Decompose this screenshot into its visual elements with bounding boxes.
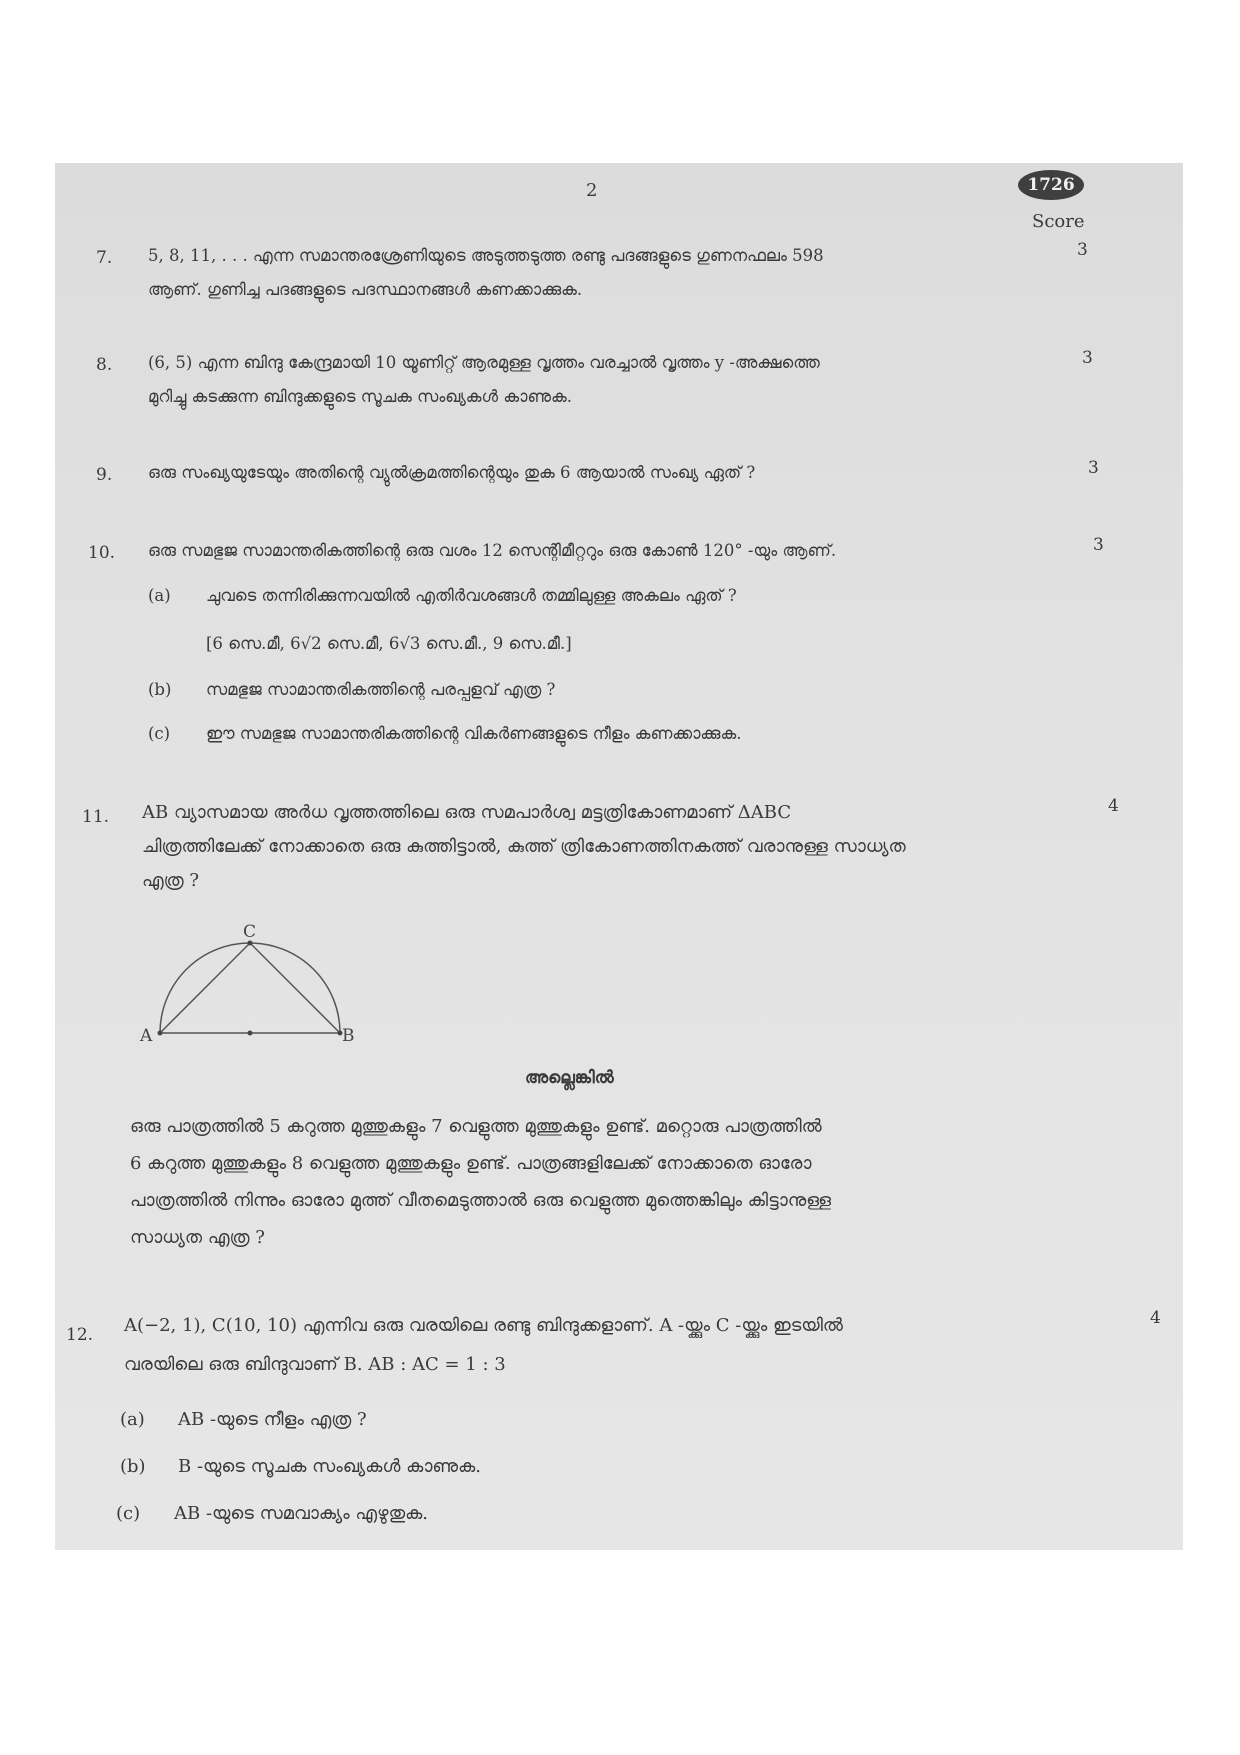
question-11-line-2: ചിത്രത്തിലേക്ക് നോക്കാതെ ഒരു കുത്തിട്ടാൽ, കുത്ത് ത്രികോണത്തിനകത്ത് വരാനുള്ള സാധ്യത <box>142 836 906 857</box>
label-b: B <box>342 1026 355 1046</box>
part-label: (c) <box>116 1503 141 1524</box>
side-ac <box>160 943 250 1033</box>
question-10-score: 3 <box>1093 535 1104 555</box>
question-10-part-c <box>148 722 741 746</box>
question-10-options: [6 സെ.മീ, 6√2 സെ.മീ, 6√3 സെ.മീ., 9 സെ.മീ.] <box>206 634 572 653</box>
question-10-text <box>148 534 1048 568</box>
question-7-line-2: ആണ്. ഗുണിച്ച പദങ്ങളുടെ പദസ്ഥാനങ്ങൾ കണക്കാക്കുക. <box>148 280 583 299</box>
question-11-score: 4 <box>1108 796 1119 816</box>
question-number-8: 8. <box>96 355 113 375</box>
question-number-11: 11. <box>82 807 110 827</box>
question-11-alternative <box>130 1108 1090 1256</box>
semicircle-arc <box>160 943 340 1033</box>
question-11-line-3: എത്ര ? <box>142 870 200 891</box>
score-heading: Score <box>1032 211 1085 232</box>
part-label: (c) <box>148 724 171 743</box>
question-7-line-1: 5, 8, 11, . . . എന്ന സമാന്തരശ്രേണിയുടെ അടുത്തടുത്ത രണ്ടു പദങ്ങളുടെ ഗുണനഫലം 598 <box>148 246 824 265</box>
part-a-text: ചുവടെ തന്നിരിക്കുന്നവയിൽ എതിർവശങ്ങൾ തമ്മിലുള്ള അകലം ഏത് ? <box>206 586 737 605</box>
part-label: (a) <box>148 586 171 605</box>
point-a <box>158 1031 163 1036</box>
question-12-part-a <box>120 1403 367 1437</box>
question-12-score: 4 <box>1150 1308 1161 1328</box>
question-number-9: 9. <box>96 465 113 485</box>
question-10-line-1: ഒരു സമഭുജ സാമാന്തരികത്തിന്റെ ഒരു വശം 12 സെന്റിമീറ്ററും ഒരു കോൺ 120° -യും ആണ്. <box>148 541 837 560</box>
question-11-text <box>142 796 1072 898</box>
label-c: C <box>243 922 257 942</box>
question-12-part-b <box>120 1450 481 1484</box>
part-label: (b) <box>120 1456 146 1477</box>
alternative-line-4: സാധ്യത എത്ര ? <box>130 1227 265 1248</box>
question-12-line-1: A(−2, 1), C(10, 10) എന്നിവ ഒരു വരയിലെ രണ്ടു ബിന്ദുക്കളാണ്. A -യ്ക്കും C -യ്ക്കും ഇടയിൽ <box>124 1315 843 1336</box>
question-7-text <box>148 239 1028 307</box>
question-8-score: 3 <box>1082 348 1093 368</box>
question-12-text <box>124 1306 1104 1384</box>
question-11-line-1: AB വ്യാസമായ അർധ വൃത്തത്തിലെ ഒരു സമപാർശ്വ മട്ടത്രികോണമാണ് ΔABC <box>142 802 792 823</box>
question-number-12: 12. <box>66 1325 94 1345</box>
question-8-line-1: (6, 5) എന്ന ബിന്ദു കേന്ദ്രമായി 10 യൂണിറ്റ് ആരമുള്ള വൃത്തം വരച്ചാൽ വൃത്തം y -അക്ഷത്തെ <box>148 353 820 372</box>
part-label: (b) <box>148 680 172 699</box>
label-a: A <box>140 1026 153 1046</box>
paper-code-badge: 1726 <box>1018 170 1084 200</box>
semicircle-triangle-figure <box>130 915 370 1050</box>
part-c-text: ഈ സമഭുജ സാമാന്തരികത്തിന്റെ വികർണങ്ങളുടെ നീളം കണക്കാക്കുക. <box>206 724 742 743</box>
part-a-text: AB -യുടെ നീളം എത്ര ? <box>178 1409 367 1430</box>
question-number-10: 10. <box>88 543 116 563</box>
part-b-text: സമഭുജ സാമാന്തരികത്തിന്റെ പരപ്പളവ് എത്ര ? <box>206 680 556 699</box>
question-9-text <box>148 456 1028 490</box>
alternative-line-3: പാത്രത്തിൽ നിന്നും ഓരോ മുത്ത് വീതമെടുത്താൽ ഒരു വെളുത്ത മുത്തെങ്കിലും കിട്ടാനുള്ള <box>130 1190 832 1211</box>
question-12-part-c <box>116 1497 428 1531</box>
part-c-text: AB -യുടെ സമവാക്യം എഴുതുക. <box>174 1503 429 1524</box>
alternative-line-2: 6 കറുത്ത മുത്തുകളും 8 വെളുത്ത മുത്തുകളും ഉണ്ട്. പാത്രങ്ങളിലേക്ക് നോക്കാതെ ഓരോ <box>130 1153 812 1174</box>
question-10-part-a <box>148 584 737 608</box>
question-9-line-1: ഒരു സംഖ്യയുടേയും അതിന്റെ വ്യുൽക്രമത്തിന്റെയും തുക 6 ആയാൽ സംഖ്യ ഏത് ? <box>148 463 756 482</box>
part-label: (a) <box>120 1409 145 1430</box>
question-12-line-2: വരയിലെ ഒരു ബിന്ദുവാണ് B. AB : AC = 1 : 3 <box>124 1354 506 1375</box>
question-number-7: 7. <box>96 248 113 268</box>
part-b-text: B -യുടെ സൂചക സംഖ്യകൾ കാണുക. <box>178 1456 481 1477</box>
or-divider: അല്ലെങ്കിൽ <box>525 1068 614 1088</box>
question-7-score: 3 <box>1077 240 1088 260</box>
question-8-text <box>148 346 1048 414</box>
question-10-part-b <box>148 678 555 702</box>
center-point <box>248 1031 253 1036</box>
alternative-line-1: ഒരു പാത്രത്തിൽ 5 കറുത്ത മുത്തുകളും 7 വെളുത്ത മുത്തുകളും ഉണ്ട്. മറ്റൊരു പാത്രത്തിൽ <box>130 1116 822 1137</box>
page-number: 2 <box>586 180 598 201</box>
question-9-score: 3 <box>1088 458 1099 478</box>
question-8-line-2: മുറിച്ചു കടക്കുന്ന ബിന്ദുക്കളുടെ സൂചക സംഖ്യകൾ കാണുക. <box>148 387 572 406</box>
side-cb <box>250 943 340 1033</box>
